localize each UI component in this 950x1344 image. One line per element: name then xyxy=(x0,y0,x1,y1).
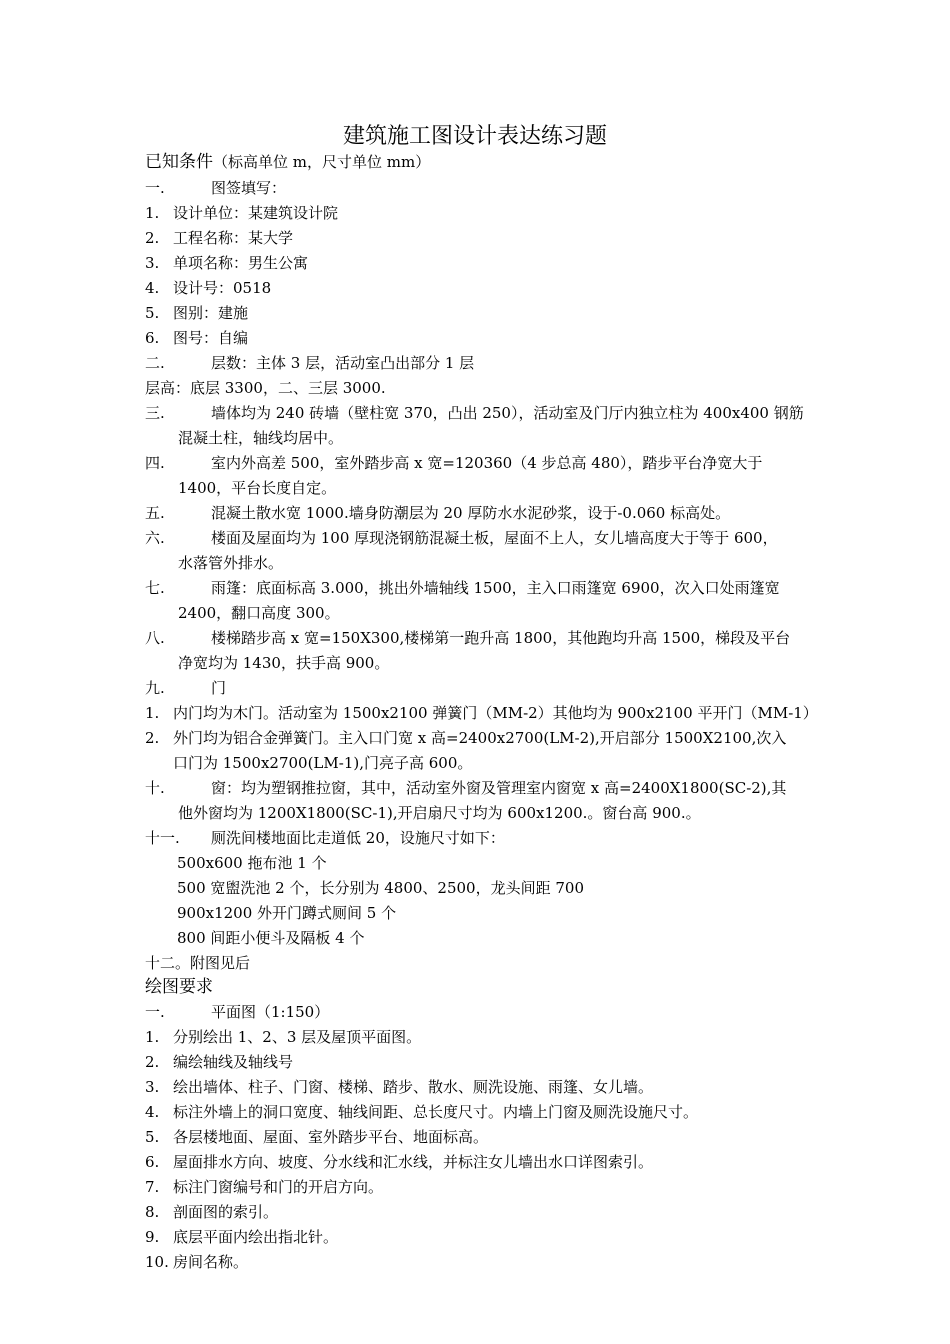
section-7-continued: 2400，翻口高度 300。 xyxy=(178,604,340,622)
section-number: 四. xyxy=(145,454,165,472)
section-10 xyxy=(145,776,810,801)
section-1 xyxy=(145,176,810,201)
facility-item: 500x600 拖布池 1 个 xyxy=(177,854,327,872)
section-number: 六. xyxy=(145,529,165,547)
item-number: 3. xyxy=(145,254,160,272)
list-item xyxy=(145,1175,810,1200)
item-text: 外门均为铝合金弹簧门。主入口门宽 x 高=2400x2700(LM-2),开启部分 1500X2100,次入 xyxy=(173,729,787,747)
list-item xyxy=(145,1125,810,1150)
section-number: 二. xyxy=(145,354,165,372)
heading-text: 已知条件 xyxy=(145,152,213,172)
section-text: 楼面及屋面均为 100 厚现浇钢筋混凝土板，屋面不上人，女儿墙高度大于等于 600， xyxy=(211,529,778,547)
item-number: 2. xyxy=(145,729,160,747)
section-2 xyxy=(145,351,810,376)
item-number: 2. xyxy=(145,229,160,247)
section-number: 十一. xyxy=(145,829,180,847)
list-item xyxy=(145,1150,810,1175)
item-number: 5. xyxy=(145,304,160,322)
section-number: 八. xyxy=(145,629,165,647)
section-text: 门 xyxy=(211,679,227,697)
item-text: 分别绘出 1、2、3 层及屋顶平面图。 xyxy=(173,1028,422,1046)
section-text: 雨篷：底面标高 3.000，挑出外墙轴线 1500，主入口雨篷宽 6900，次入口处雨篷宽 xyxy=(211,579,780,597)
item-text: 设计号：0518 xyxy=(173,279,272,297)
item-text: 剖面图的索引。 xyxy=(173,1203,279,1221)
section-number: 五. xyxy=(145,504,165,522)
section-text: 平面图（1:150） xyxy=(211,1003,330,1021)
section-6-continued: 水落管外排水。 xyxy=(178,554,284,572)
item-text: 工程名称：某大学 xyxy=(173,229,294,247)
item-number: 4. xyxy=(145,1103,160,1121)
section-number: 七. xyxy=(145,579,165,597)
list-item xyxy=(145,301,810,326)
section-text: 图签填写： xyxy=(211,179,287,197)
section-number: 九. xyxy=(145,679,165,697)
section-4 xyxy=(145,451,810,476)
section-7 xyxy=(145,576,810,601)
facility-item: 800 间距小便斗及隔板 4 个 xyxy=(177,929,365,947)
section-6 xyxy=(145,526,810,551)
section-number: 三. xyxy=(145,404,165,422)
item-number: 5. xyxy=(145,1128,160,1146)
list-item xyxy=(145,201,810,226)
item-number: 6. xyxy=(145,329,160,347)
item-text: 底层平面内绘出指北针。 xyxy=(173,1228,339,1246)
item-number: 3. xyxy=(145,1078,160,1096)
document-title: 建筑施工图设计表达练习题 xyxy=(342,124,607,149)
item-text: 图别：建施 xyxy=(173,304,249,322)
item-number: 6. xyxy=(145,1153,160,1171)
list-item xyxy=(145,701,818,726)
section-12: 十二。附图见后 xyxy=(145,954,251,972)
item-number: 1. xyxy=(145,704,160,722)
item-text: 图号：自编 xyxy=(173,329,249,347)
section-4-continued: 1400，平台长度自定。 xyxy=(178,479,337,497)
section-text: 楼梯踏步高 x 宽=150X300,楼梯第一跑升高 1800，其他跑均升高 1500，梯段及平台 xyxy=(211,629,791,647)
item-number: 2. xyxy=(145,1053,160,1071)
section-10-continued: 他外窗均为 1200X1800(SC-1),开启扇尺寸均为 600x1200.。窗台高 900.。 xyxy=(178,804,701,822)
list-item-continued: 口门为 1500x2700(LM-1),门亮子高 600。 xyxy=(173,754,473,772)
item-number: 8. xyxy=(145,1203,160,1221)
section-number: 十. xyxy=(145,779,165,797)
section-text: 墙体均为 240 砖墙（壁柱宽 370，凸出 250），活动室及门厅内独立柱为 400x400 钢筋 xyxy=(211,404,804,422)
section-3 xyxy=(145,401,810,426)
list-item xyxy=(145,1250,810,1275)
item-text: 屋面排水方向、坡度、分水线和汇水线，并标注女儿墙出水口详图索引。 xyxy=(173,1153,654,1171)
facility-item: 900x1200 外开门蹲式厕间 5 个 xyxy=(177,904,397,922)
item-number: 1. xyxy=(145,204,160,222)
section-11 xyxy=(145,826,810,851)
item-text: 绘出墙体、柱子、门窗、楼梯、踏步、散水、厕洗设施、雨篷、女儿墙。 xyxy=(173,1078,654,1096)
list-item xyxy=(145,1100,810,1125)
item-number: 7. xyxy=(145,1178,160,1196)
section-text: 混凝土散水宽 1000.墙身防潮层为 20 厚防水水泥砂浆，设于-0.060 标高处。 xyxy=(211,504,731,522)
list-item xyxy=(145,1225,810,1250)
known-conditions-heading xyxy=(145,150,810,175)
list-item xyxy=(145,1025,810,1050)
item-text: 标注外墙上的洞口宽度、轴线间距、总长度尺寸。内墙上门窗及厕洗设施尺寸。 xyxy=(173,1103,699,1121)
item-text: 房间名称。 xyxy=(173,1253,249,1271)
section-3-continued: 混凝土柱，轴线均居中。 xyxy=(178,429,344,447)
section-text: 厕洗间楼地面比走道低 20，设施尺寸如下： xyxy=(211,829,505,847)
section-text: 室内外高差 500，室外踏步高 x 宽=120360（4 步总高 480），踏步平台净宽大于 xyxy=(211,454,763,472)
section-5 xyxy=(145,501,810,526)
list-item xyxy=(145,1075,810,1100)
item-number: 9. xyxy=(145,1228,160,1246)
list-item xyxy=(145,251,810,276)
item-text: 各层楼地面、屋面、室外踏步平台、地面标高。 xyxy=(173,1128,489,1146)
item-text: 标注门窗编号和门的开启方向。 xyxy=(173,1178,384,1196)
section-text: 层数：主体 3 层，活动室凸出部分 1 层 xyxy=(211,354,475,372)
item-number: 1. xyxy=(145,1028,160,1046)
item-number: 4. xyxy=(145,279,160,297)
item-number: 10. xyxy=(145,1253,169,1271)
item-text: 单项名称：男生公寓 xyxy=(173,254,309,272)
facility-item: 500 宽盥洗池 2 个，长分别为 4800、2500，龙头间距 700 xyxy=(177,879,584,897)
drawing-requirements-heading: 绘图要求 xyxy=(145,977,213,997)
section-text: 窗：均为塑钢推拉窗，其中，活动室外窗及管理室内窗宽 x 高=2400X1800(SC-2),其 xyxy=(211,779,787,797)
list-item xyxy=(145,276,810,301)
list-item xyxy=(145,226,810,251)
section-8-continued: 净宽均为 1430，扶手高 900。 xyxy=(178,654,390,672)
section-9 xyxy=(145,676,810,701)
item-text: 内门均为木门。活动室为 1500x2100 弹簧门（MM-2）其他均为 900x2100 平开门（MM-1） xyxy=(173,704,818,722)
list-item xyxy=(145,1200,810,1225)
section-number: 一. xyxy=(145,1003,165,1021)
section-number: 一. xyxy=(145,179,165,197)
req-section-1 xyxy=(145,1000,810,1025)
list-item xyxy=(145,726,810,751)
heading-note: （标高单位 m，尺寸单位 mm） xyxy=(213,153,431,171)
section-2-line-2: 层高：底层 3300，二、三层 3000. xyxy=(145,379,386,397)
list-item xyxy=(145,1050,810,1075)
list-item xyxy=(145,326,810,351)
item-text: 编绘轴线及轴线号 xyxy=(173,1053,294,1071)
item-text: 设计单位：某建筑设计院 xyxy=(173,204,339,222)
section-8 xyxy=(145,626,810,651)
